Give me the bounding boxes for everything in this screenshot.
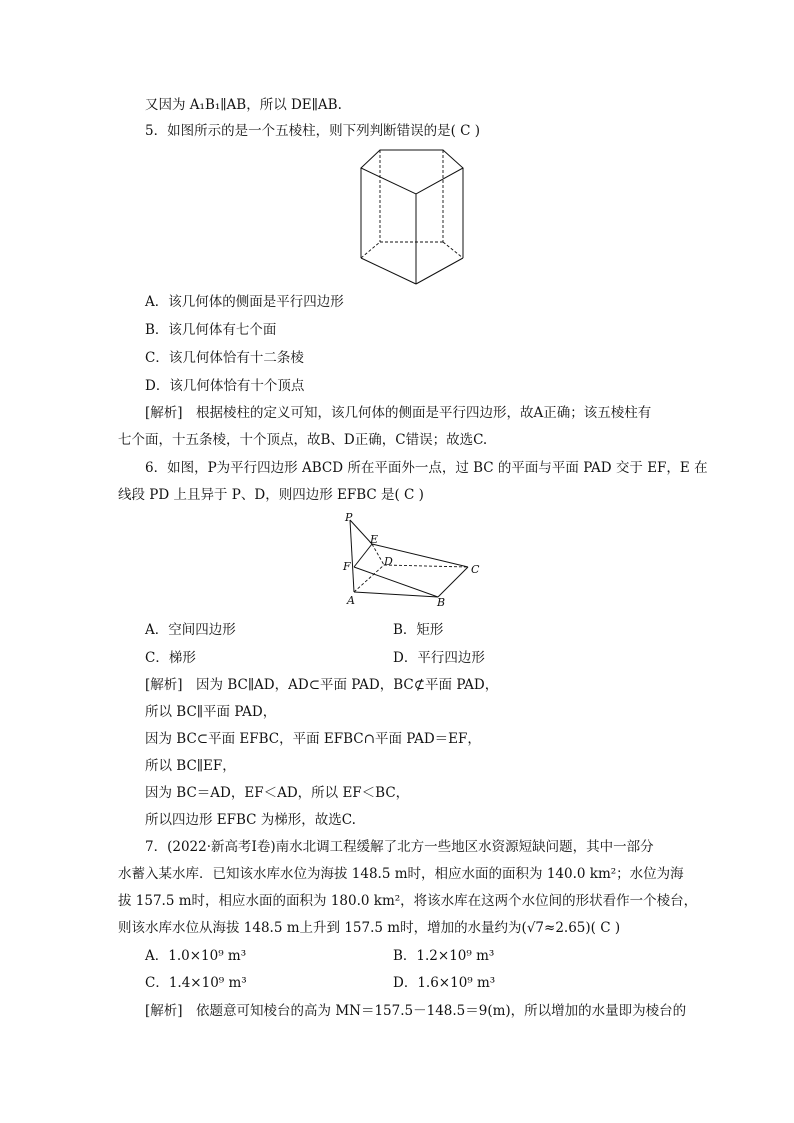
option-7d: D．1.6×10⁹ m³ (393, 975, 496, 991)
label-f: F (343, 560, 351, 573)
option-5b: B．该几何体有七个面 (145, 322, 277, 338)
option-7a: A．1.0×10⁹ m³ (145, 948, 247, 964)
label-a: A (347, 594, 355, 607)
solution-6-line3: 因为 BC⊂平面 EFBC，平面 EFBC∩平面 PAD＝EF， (145, 731, 481, 747)
label-d: D (384, 555, 393, 568)
option-6c: C．梯形 (145, 650, 196, 666)
label-p: P (345, 511, 353, 524)
option-6d: D．平行四边形 (393, 650, 485, 666)
label-e: E (370, 533, 379, 546)
option-5d: D．该几何体恰有十个顶点 (145, 378, 305, 394)
option-7b: B．1.2×10⁹ m³ (393, 948, 495, 964)
question-7-line2: 水蓄入某水库．已知该水库水位为海拔 148.5 m时，相应水面的面积为 140.0 km²；水位为海 (118, 866, 684, 882)
solution-6-line2: 所以 BC∥平面 PAD， (145, 704, 277, 720)
solution-5-line2: 七个面，十五条棱，十个顶点，故B、D正确，C错误；故选C. (118, 432, 488, 448)
text-line: 又因为 A₁B₁∥AB，所以 DE∥AB. (145, 97, 342, 113)
question-7-line3: 拔 157.5 m时，相应水面的面积为 180.0 km²，将该水库在这两个水位间的形状看作一个棱台， (118, 893, 698, 909)
question-5: 5．如图所示的是一个五棱柱，则下列判断错误的是( C ) (145, 123, 481, 139)
option-6a: A．空间四边形 (145, 622, 236, 638)
solution-6-line1: [解析] 因为 BC∥AD，AD⊂平面 PAD，BC⊄平面 PAD， (145, 677, 499, 693)
pentagonal-prism-figure (355, 146, 475, 286)
quadrilateral-pyramid-figure (338, 510, 488, 610)
option-7c: C．1.4×10⁹ m³ (145, 975, 247, 991)
label-b: B (437, 596, 446, 609)
solution-6-line5: 因为 BC＝AD，EF＜AD，所以 EF＜BC， (145, 785, 410, 801)
label-c: C (471, 563, 480, 576)
solution-5-line1: [解析] 根据棱柱的定义可知，该几何体的侧面是平行四边形，故A正确；该五棱柱有 (145, 405, 652, 421)
question-6-line1: 6．如图，P为平行四边形 ABCD 所在平面外一点，过 BC 的平面与平面 PAD 交于 EF，E 在 (145, 460, 708, 476)
option-6b: B．矩形 (393, 622, 444, 638)
question-7-line4: 则该水库水位从海拔 148.5 m上升到 157.5 m时，增加的水量约为(√7≈2.65)( C ) (118, 920, 621, 936)
solution-6-line6: 所以四边形 EFBC 为梯形，故选C. (145, 812, 356, 828)
option-5a: A．该几何体的侧面是平行四边形 (145, 294, 344, 310)
option-5c: C．该几何体恰有十二条棱 (145, 350, 304, 366)
solution-7-line1: [解析] 依题意可知棱台的高为 MN＝157.5－148.5＝9(m)，所以增加的水量即为棱台的 (145, 1003, 687, 1019)
solution-6-line4: 所以 BC∥EF， (145, 758, 236, 774)
question-6-line2: 线段 PD 上且异于 P、D，则四边形 EFBC 是( C ) (118, 487, 424, 503)
question-7-line1: 7．(2022·新高考Ⅰ卷)南水北调工程缓解了北方一些地区水资源短缺问题，其中一部分 (145, 839, 654, 855)
